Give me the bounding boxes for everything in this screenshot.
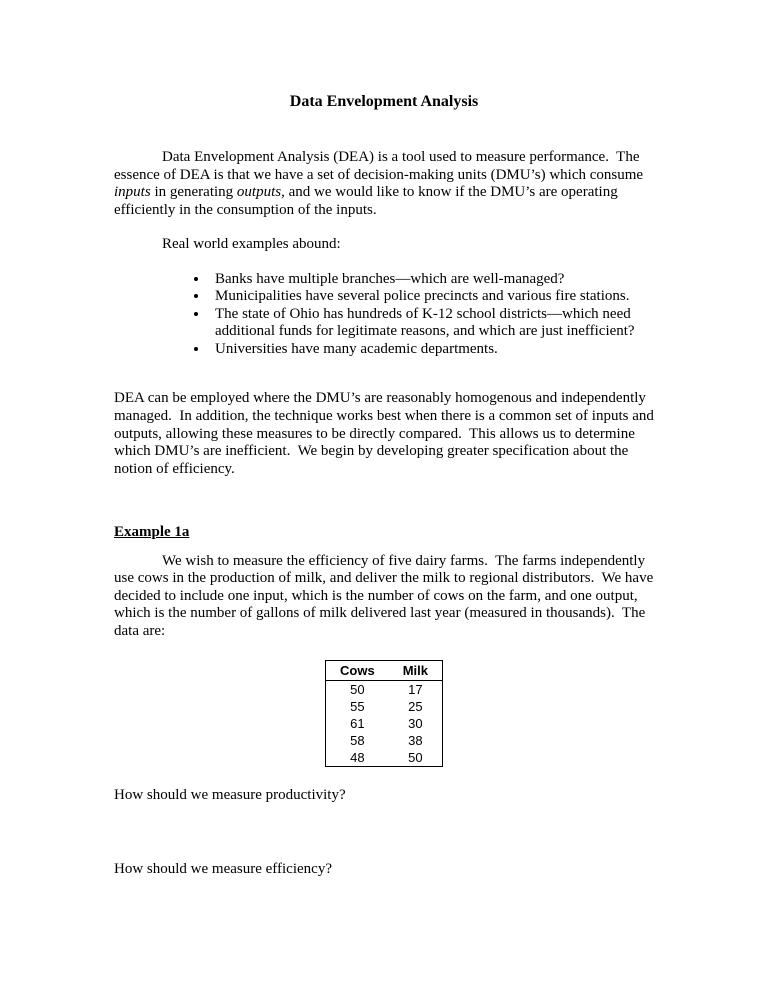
- table-header-row: [326, 661, 443, 681]
- table-cell: 55: [350, 699, 365, 715]
- italic-inputs: inputs: [114, 184, 151, 201]
- table-cell: 50: [408, 750, 423, 766]
- table-cell: 38: [408, 733, 423, 749]
- table-cell: 61: [350, 716, 365, 732]
- intro-text-2: in generating: [150, 184, 237, 201]
- table-header-cows: Cows: [326, 661, 389, 681]
- list-item: • Universities have many academic departments.: [209, 341, 654, 359]
- table-row: [326, 715, 443, 732]
- table-cell: 48: [350, 750, 365, 766]
- list-item: • Municipalities have several police precincts and various fire stations.: [209, 288, 654, 306]
- italic-outputs: outputs: [236, 184, 282, 201]
- table-cell: 30: [408, 716, 423, 732]
- examples-list: [114, 271, 654, 359]
- question-productivity: How should we measure productivity?: [114, 787, 346, 804]
- table-cell: 25: [408, 699, 423, 715]
- table-cell: 17: [408, 682, 423, 698]
- body-paragraph: DEA can be employed where the DMU’s are reasonably homogenous and independently managed. In addition, the technique works best when there is a common set of inputs and outputs, allowing these measures to be directly compared. This allows us to determine which DMU’s are inefficient. We begin by developing greater specification about the notion of efficiency.: [114, 390, 658, 477]
- table-header-milk: Milk: [389, 661, 443, 681]
- question-efficiency: How should we measure efficiency?: [114, 861, 332, 878]
- data-table: [325, 660, 443, 767]
- list-item: • The state of Ohio has hundreds of K-12 school districts—which need additional funds for legitimate reasons, and which are just inefficient?: [209, 306, 654, 341]
- example-1a-heading: Example 1a: [114, 524, 190, 541]
- table-row: [326, 698, 443, 715]
- table-row: [326, 749, 443, 767]
- intro-paragraph: [114, 149, 654, 219]
- document-title: Data Envelopment Analysis: [289, 93, 479, 110]
- example-paragraph: We wish to measure the efficiency of five dairy farms. The farms independently use cows in the production of milk, and deliver the milk to regional distributors. We have decided to include one input, which is the number of cows on the farm, and one output, which is the number of gallons of milk delivered last year (measured in thousands). The data are:: [114, 552, 657, 639]
- table-cell: 50: [350, 682, 365, 698]
- intro-text-1: Data Envelopment Analysis (DEA) is a tool used to measure performance. The essence of DEA is that we have a set of decision-making units (DMU’s) which consume: [114, 149, 647, 183]
- table-cell: 58: [350, 733, 365, 749]
- table-row: [326, 732, 443, 749]
- table-row: [326, 681, 443, 699]
- examples-lead: Real world examples abound:: [162, 236, 341, 253]
- intro-text-3: , and we would like to know if the DMU’s are operating efficiently in the consumption of the inputs.: [114, 184, 622, 218]
- list-item: • Banks have multiple branches—which are well-managed?: [209, 271, 654, 289]
